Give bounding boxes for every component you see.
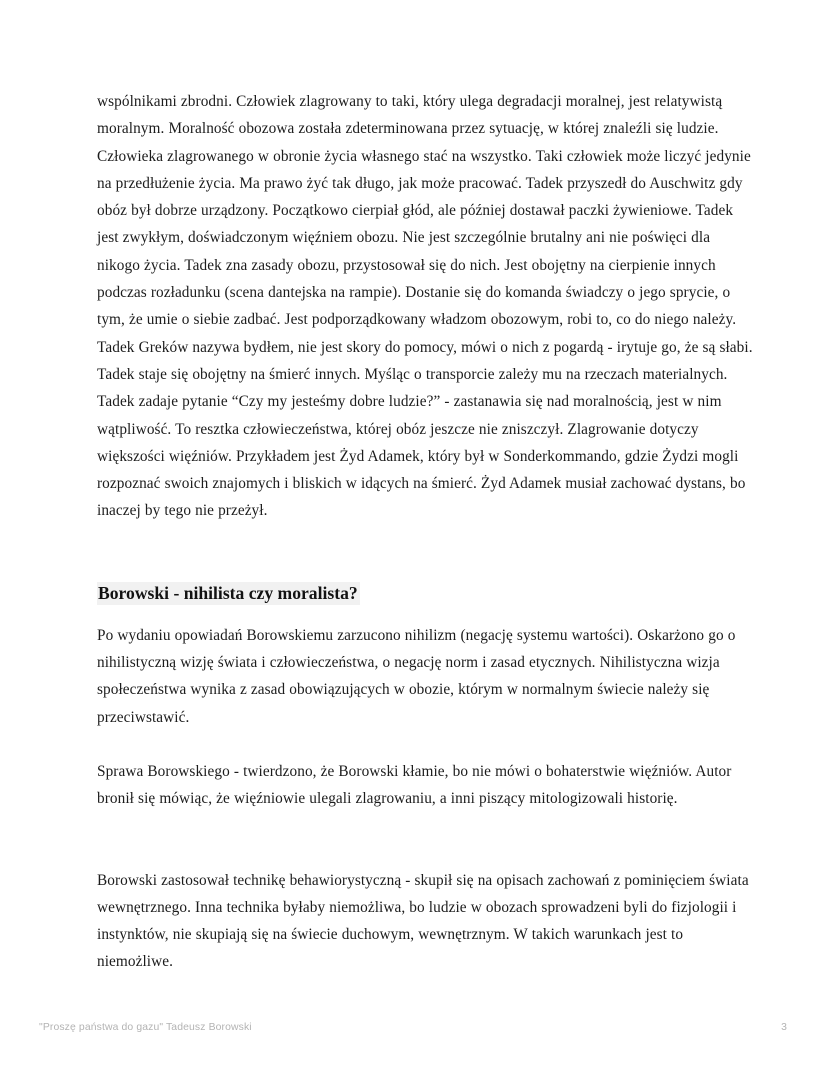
paragraph-zlagrowanie: wspólnikami zbrodni. Człowiek zlagrowany to taki, który ulega degradacji moralnej, jest relatywistą moralnym. Moralność obozowa została zdeterminowana przez sytuację, w której znaleźli się ludzie. Człowieka zlagrowanego w obronie życia własnego stać na wszystko. Taki człowiek może liczyć jedynie na przedłużenie życia. Ma prawo żyć tak długo, jak może pracować. Tadek przyszedł do Auschwitz gdy obóz był dobrze urządzony. Początkowo cierpiał głód, ale później dostawał paczki żywieniowe. Tadek jest zwykłym, doświadczonym więźniem obozu. Nie jest szczególnie brutalny ani nie poświęci dla nikogo życia. Tadek zna zasady obozu, przystosował się do nich. Jest obojętny na cierpienie innych podczas rozładunku (scena dantejska na rampie). Dostanie się do komanda świadczy o jego sprycie, o tym, że umie o siebie zadbać. Jest podporządkowany władzom obozowym, robi to, co do niego należy. Tadek Greków nazywa bydłem, nie jest skory do pomocy, mówi o nich z pogardą - irytuje go, że są słabi. Tadek staje się obojętny na śmierć innych. Myśląc o transporcie zależy mu na rzeczach materialnych. Tadek zadaje pytanie “Czy my jesteśmy dobre ludzie?” - zastanawia się nad moralnością, jest w nim wątpliwość. To resztka człowieczeństwa, której obóz jeszcze nie zniszczył. Zlagrowanie dotyczy większości więźniów. Przykładem jest Żyd Adamek, który był w Sonderkommando, gdzie Żydzi mogli rozpoznać swoich znajomych i bliskich w idących na śmierć. Żyd Adamek musiał zachować dystans, bo inaczej by tego nie przeżył.	[97, 93, 753, 520]
paragraph-sprawa-borowskiego: Sprawa Borowskiego - twierdzono, że Borowski kłamie, bo nie mówi o bohaterstwie więźniów. Autor bronił się mówiąc, że więźniowie ulegali zlagrowaniu, a inni piszący mitologizowali historię.	[97, 762, 732, 808]
spacer-paragraph-2	[97, 813, 753, 867]
paragraph-technika-behawiorystyczna: Borowski zastosował technikę behawiorystyczną - skupił się na opisach zachowań z pominięciem świata wewnętrznego. Inna technika byłaby niemożliwa, bo ludzie w obozach sprowadzeni byli do fizjologii i instynktów, nie skupiają się na świecie duchowym, wewnętrznym. W takich warunkach jest to niemożliwe.	[97, 871, 749, 971]
spacer-before-heading	[97, 525, 753, 580]
paragraph-nihilizm: Po wydaniu opowiadań Borowskiemu zarzucono nihilizm (negację systemu wartości). Oskarżono go o nihilistyczną wizję świata i człowieczeństwa, o negację norm i zasad etycznych. Nihilistyczna wizja społeczeństwa wynika z zasad obowiązujących w obozie, którym w normalnym świecie należy się przeciwstawić.	[97, 626, 736, 726]
spacer-paragraph-1	[97, 731, 753, 758]
spacer-after-heading	[97, 609, 753, 622]
footer-document-title: "Proszę państwa do gazu" Tadeusz Borowski	[39, 1021, 252, 1033]
section-heading-borowski: Borowski - nihilista czy moralista?	[98, 582, 358, 603]
page-footer	[39, 1019, 789, 1035]
footer-page-number: 3	[781, 1021, 787, 1033]
section-heading-row	[97, 580, 753, 609]
document-content	[97, 88, 753, 976]
